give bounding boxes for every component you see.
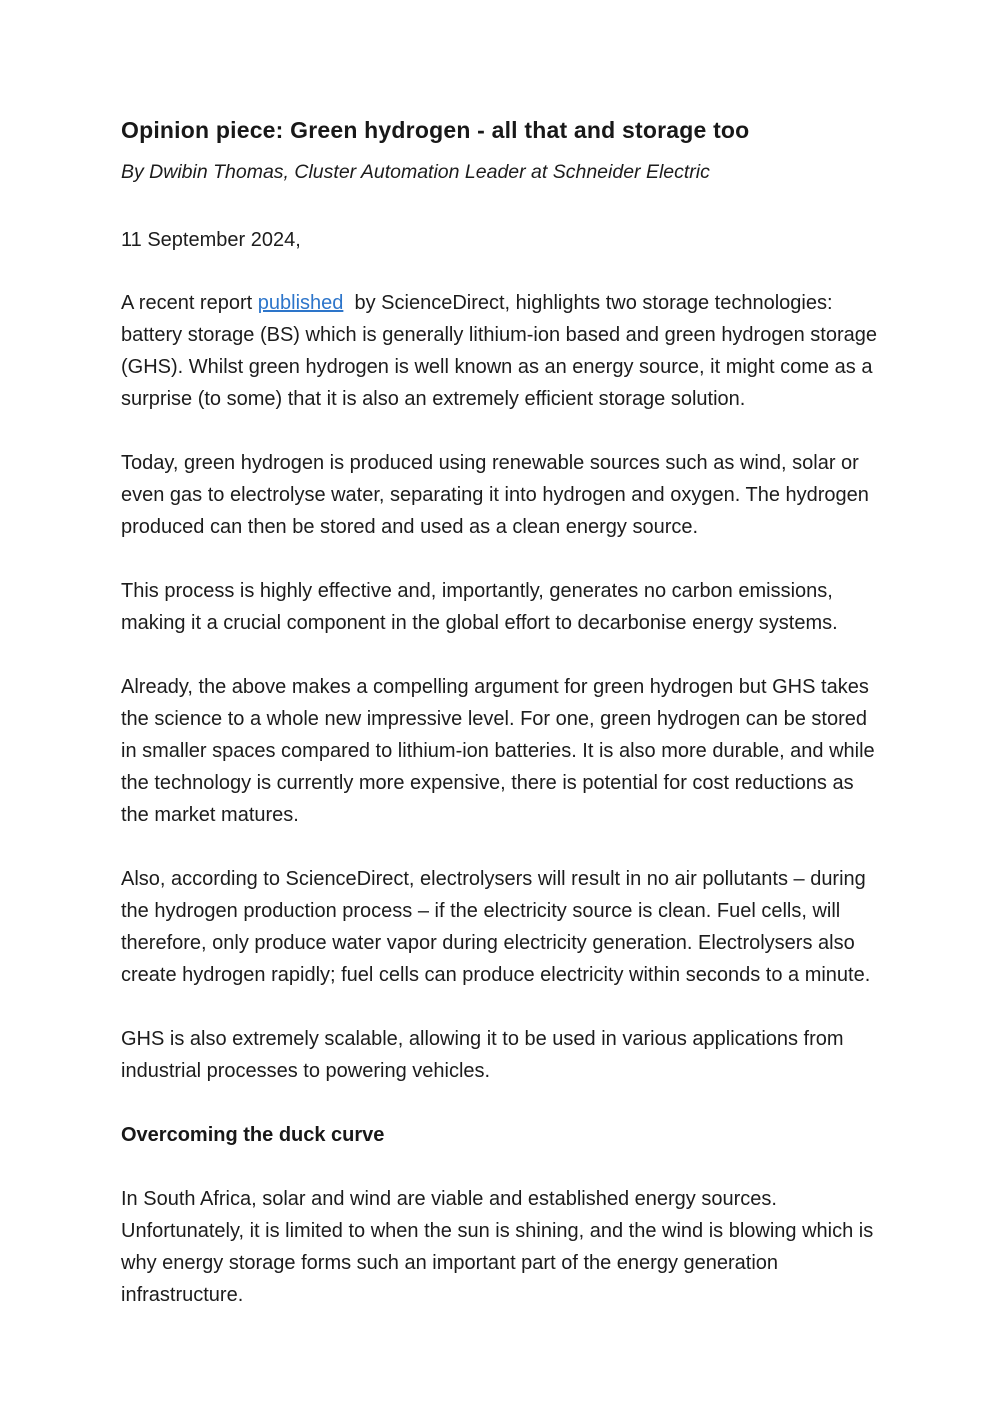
- intro-text-after-link: by ScienceDirect, highlights two storage technologies: battery storage (BS) which is generally lithium-ion based and green hydrogen storage (GHS). Whilst green hydrogen is well known as an energy source, it might come as a surprise (to some) that it is also an extremely efficient storage solution.: [121, 292, 883, 410]
- article-byline: By Dwibin Thomas, Cluster Automation Leader at Schneider Electric: [121, 161, 710, 183]
- article-title: Opinion piece: Green hydrogen - all that and storage too: [121, 117, 750, 143]
- paragraph-compelling-argument: Already, the above makes a compelling argument for green hydrogen but GHS takes the science to a whole new impressive level. For one, green hydrogen can be stored in smaller spaces compared to lithium-ion batteries. It is also more durable, and while the technology is currently more expensive, there is potential for cost reductions as the market matures.: [121, 676, 881, 826]
- paragraph-south-africa: In South Africa, solar and wind are viable and established energy sources. Unfortunately, it is limited to when the sun is shining, and the wind is blowing which is why energy storage forms such an important part of the energy generation infrastructure.: [121, 1188, 879, 1306]
- published-link[interactable]: published: [257, 292, 344, 314]
- paragraph-intro: [121, 287, 883, 415]
- paragraph-process-effective: This process is highly effective and, importantly, generates no carbon emissions, making it a crucial component in the global effort to decarbonise energy systems.: [121, 580, 839, 634]
- article-date: 11 September 2024,: [121, 229, 301, 251]
- intro-text-before-link: A recent report: [121, 292, 258, 314]
- paragraph-production: Today, green hydrogen is produced using renewable sources such as wind, solar or even gas to electrolyse water, separating it into hydrogen and oxygen. The hydrogen produced can then be stored and used as a clean energy source.: [121, 452, 875, 538]
- paragraph-scalable: GHS is also extremely scalable, allowing it to be used in various applications from industrial processes to powering vehicles.: [121, 1028, 850, 1082]
- section-heading-duck-curve: Overcoming the duck curve: [121, 1124, 385, 1146]
- paragraph-electrolysers: Also, according to ScienceDirect, electrolysers will result in no air pollutants – during the hydrogen production process – if the electricity source is clean. Fuel cells, will therefore, only produce water vapor during electricity generation. Electrolysers also create hydrogen rapidly; fuel cells can produce electricity within seconds to a minute.: [121, 868, 872, 986]
